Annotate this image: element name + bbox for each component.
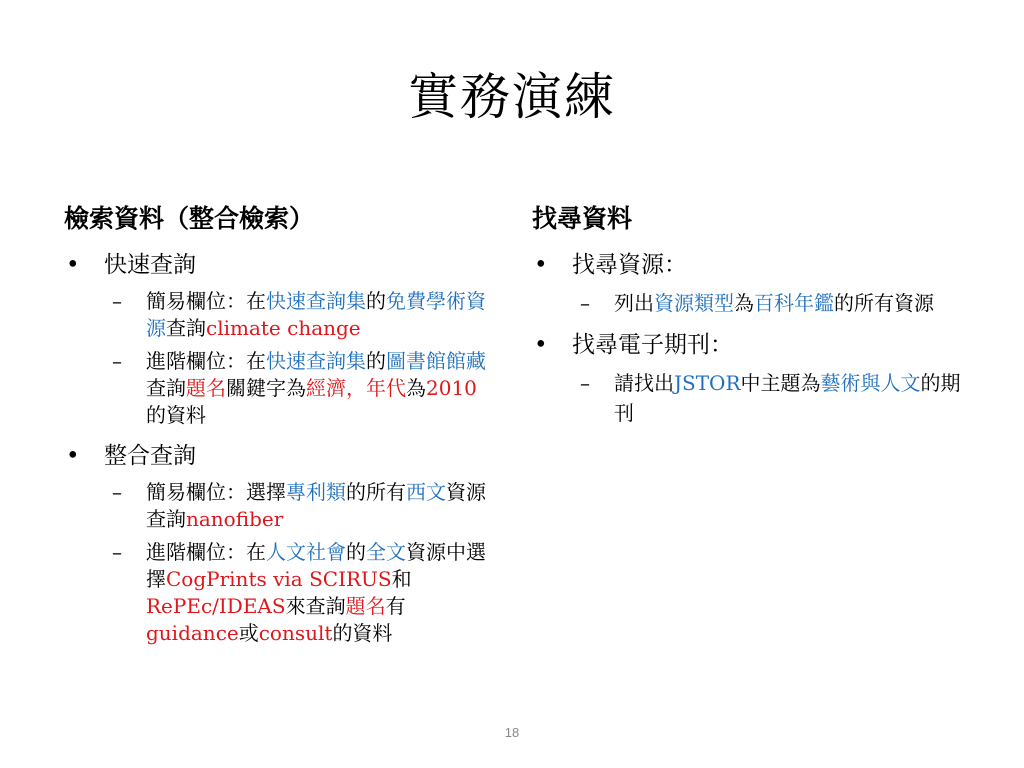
text-run: 關鍵字為 [226, 376, 306, 400]
sub-item-text [146, 480, 486, 531]
text-run: 簡易欄位：選擇 [146, 480, 286, 504]
dash-icon: – [112, 480, 122, 504]
bullet-label: 找尋資源： [572, 252, 687, 278]
highlight-term: 快速查詢集 [266, 349, 366, 373]
keyword-term: climate change [206, 316, 361, 340]
text-run: 的資料 [146, 403, 206, 427]
text-run: 來查詢 [285, 594, 346, 618]
highlight-term: JSTOR [674, 371, 741, 395]
text-run: 查詢 [146, 376, 186, 400]
text-run: 為 [406, 376, 426, 400]
keyword-term: guidance [146, 621, 239, 645]
dash-icon: – [112, 349, 122, 373]
dash-icon: – [112, 540, 122, 564]
sub-item-text [614, 291, 934, 315]
keyword-term: CogPrints via SCIRUS [166, 567, 392, 591]
bullet-dot-icon: • [66, 252, 80, 278]
text-run: 為 [734, 291, 754, 315]
highlight-term: 專利類 [286, 480, 346, 504]
left-heading: 檢索資料（整合檢索） [64, 204, 315, 233]
highlight-term: 快速查詢集 [266, 289, 366, 313]
sub-item-text [614, 371, 961, 425]
right-heading: 找尋資料 [532, 204, 633, 233]
text-run: 的所有資源 [834, 291, 934, 315]
bullet-dot-icon: • [534, 252, 548, 278]
text-run: 的 [366, 349, 386, 373]
sub-item-integrated-simple [64, 479, 494, 533]
bullet-find-ejournals [532, 328, 962, 362]
sub-item-jstor [532, 368, 962, 428]
highlight-term: 人文社會 [266, 540, 346, 564]
text-run: 的所有 [346, 480, 406, 504]
text-run: 的期刊 [614, 371, 961, 425]
text-run: 的資料 [332, 621, 393, 645]
text-run: 中主題為 [740, 371, 821, 395]
sub-item-text [146, 289, 486, 340]
text-run: 的 [366, 289, 386, 313]
page-number: 18 [504, 725, 520, 740]
text-run: 和 [391, 567, 412, 591]
keyword-term: 題名 [186, 376, 226, 400]
sub-item-integrated-advanced [64, 539, 494, 647]
dash-icon: – [112, 289, 122, 313]
bullet-label: 快速查詢 [104, 252, 196, 278]
bullet-label: 整合查詢 [104, 443, 196, 469]
keyword-term: ， [346, 376, 366, 400]
highlight-term: 百科年鑑 [754, 291, 834, 315]
highlight-term: 資源類型 [654, 291, 734, 315]
text-run: 的 [346, 540, 366, 564]
keyword-term: RePEc/IDEAS [146, 594, 286, 618]
highlight-term: 圖書館館藏 [386, 349, 486, 373]
keyword-term: 題名 [345, 594, 386, 618]
right-column [532, 200, 962, 428]
sub-item-text [146, 540, 486, 645]
bullet-quick-search [64, 248, 494, 282]
sub-item-resource-type [532, 288, 962, 318]
sub-item-text [146, 349, 486, 427]
text-run: 簡易欄位：在 [146, 289, 266, 313]
keyword-term: 年代 [366, 376, 406, 400]
text-run: 進階欄位：在 [146, 540, 266, 564]
bullet-find-resources [532, 248, 962, 282]
text-run: 查詢 [166, 316, 206, 340]
highlight-term: 西文 [406, 480, 446, 504]
text-run: 資源中選擇 [146, 540, 486, 591]
text-run: 或 [238, 621, 259, 645]
keyword-term: 2010 [426, 376, 477, 400]
keyword-term: consult [258, 621, 333, 645]
slide-title: 實務演練 [408, 68, 616, 126]
keyword-term: nanofiber [186, 507, 284, 531]
sub-item-quick-simple [64, 288, 494, 342]
dash-icon: – [580, 371, 590, 395]
text-run: 列出 [614, 291, 654, 315]
sub-item-quick-advanced [64, 348, 494, 429]
bullet-dot-icon: • [66, 443, 80, 469]
bullet-integrated-search [64, 439, 494, 473]
dash-icon: – [580, 291, 590, 315]
text-run: 進階欄位：在 [146, 349, 266, 373]
keyword-term: 經濟 [306, 376, 346, 400]
text-run: 資源查詢 [146, 480, 486, 531]
bullet-dot-icon: • [534, 332, 548, 358]
highlight-term: 全文 [366, 540, 406, 564]
highlight-term: 藝術與人文 [820, 371, 921, 395]
highlight-term: 免費學術資源 [146, 289, 486, 340]
text-run: 請找出 [614, 371, 674, 395]
text-run: 有 [385, 594, 406, 618]
left-column [64, 200, 494, 647]
bullet-label: 找尋電子期刊： [572, 332, 733, 358]
